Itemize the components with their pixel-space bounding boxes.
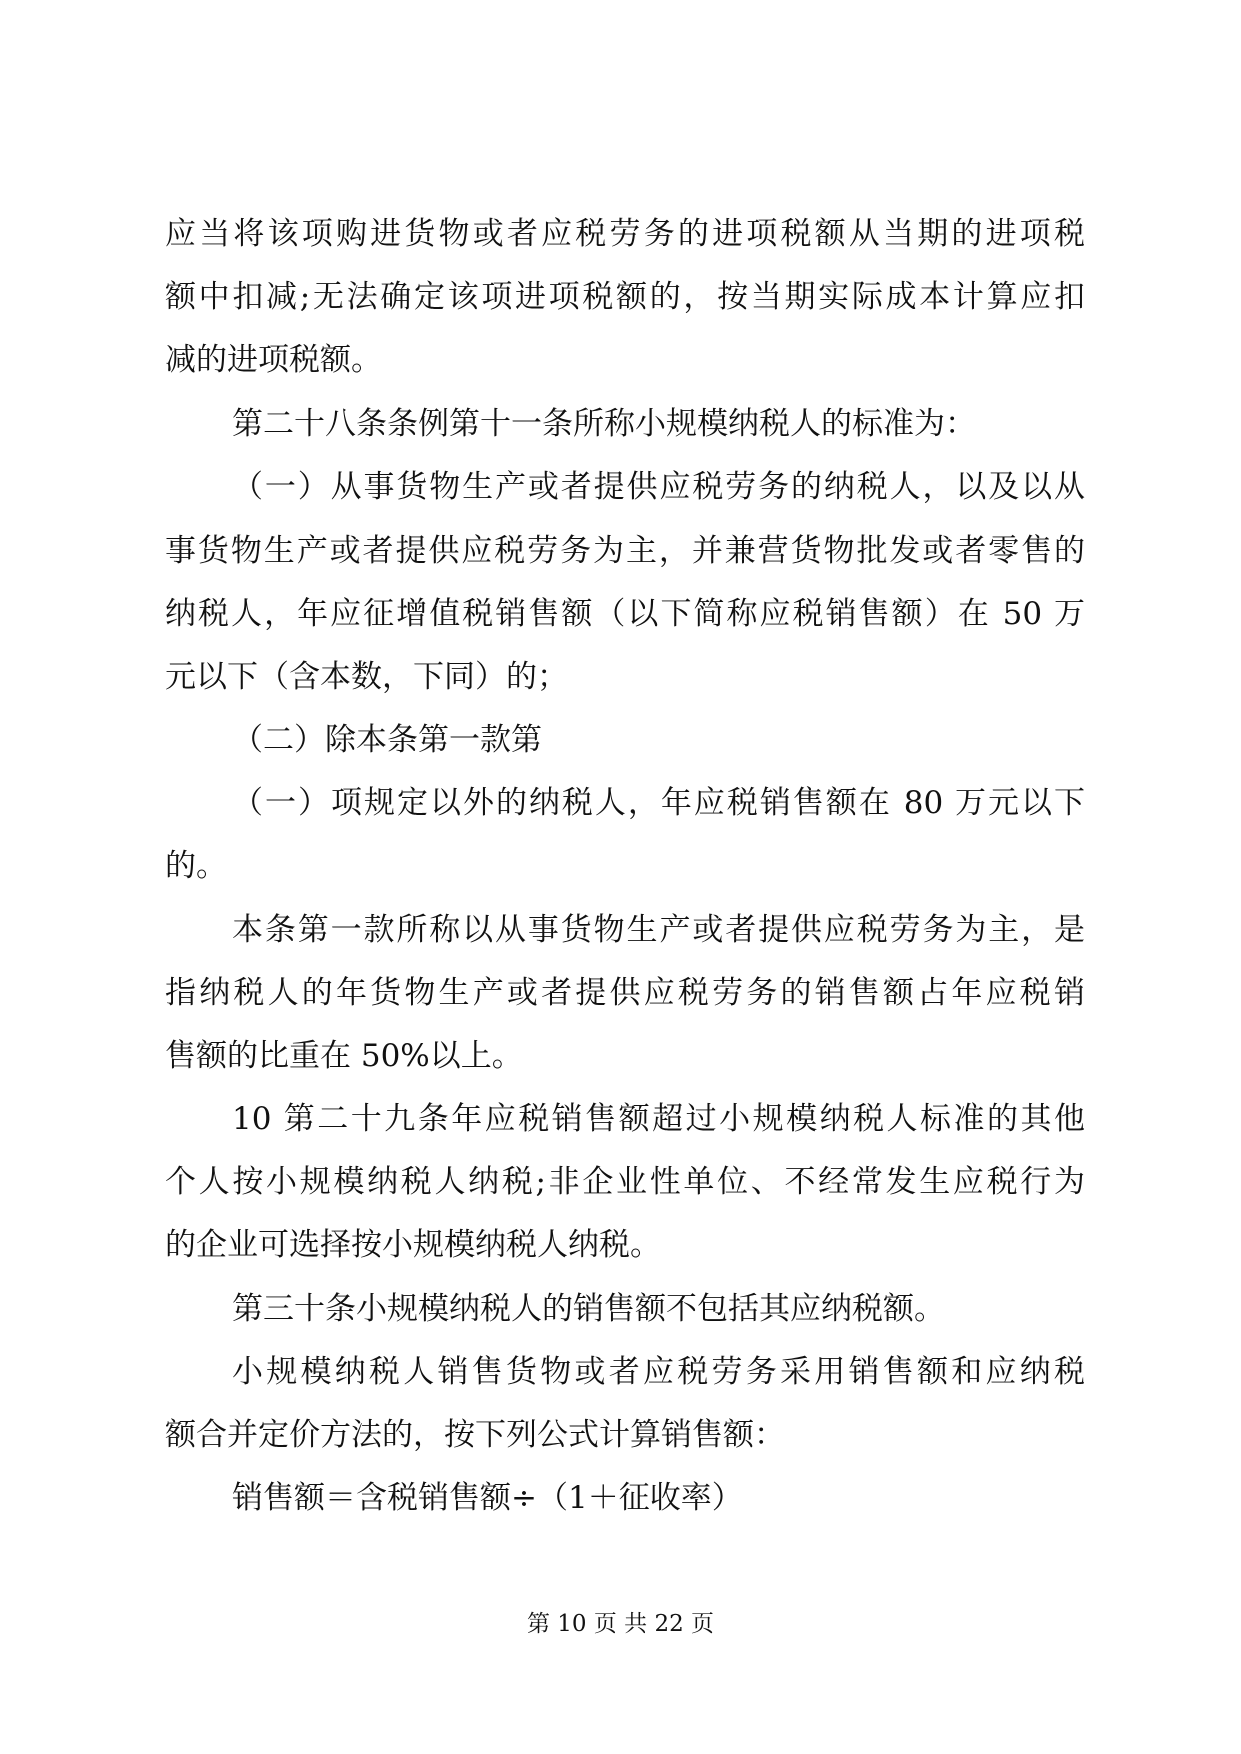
text-line: 的企业可选择按小规模纳税人纳税。 [165,1227,661,1263]
text-line: 个人按小规模纳税人纳税;非企业性单位、不经常发生应税行为 [165,1164,1085,1200]
text-line: 小规模纳税人销售货物或者应税劳务采用销售额和应纳税 [232,1354,1085,1390]
text-line: 应当将该项购进货物或者应税劳务的进项税额从当期的进项税 [165,216,1085,252]
page-number-footer: 第 10 页 共 22 页 [526,1611,715,1637]
text-line: 元以下（含本数，下同）的； [165,659,568,695]
text-line: 10 第二十九条年应税销售额超过小规模纳税人标准的其他 [232,1101,1085,1137]
text-line: 销售额＝含税销售额÷（1＋征收率） [232,1480,743,1516]
text-line: （一）从事货物生产或者提供应税劳务的纳税人，以及以从 [232,469,1085,505]
text-line: 指纳税人的年货物生产或者提供应税劳务的销售额占年应税销 [165,975,1085,1011]
text-line: 售额的比重在 50%以上。 [165,1038,523,1074]
text-line: 的。 [165,848,227,884]
text-line: 事货物生产或者提供应税劳务为主，并兼营货物批发或者零售的 [165,533,1085,569]
text-line: 额中扣减;无法确定该项进项税额的，按当期实际成本计算应扣 [165,279,1085,315]
text-line: 第二十八条条例第十一条所称小规模纳税人的标准为： [232,406,976,442]
text-line: 第三十条小规模纳税人的销售额不包括其应纳税额。 [232,1291,945,1327]
text-line: 本条第一款所称以从事货物生产或者提供应税劳务为主，是 [232,912,1085,948]
text-line: 额合并定价方法的，按下列公式计算销售额： [165,1417,785,1453]
text-line: （一）项规定以外的纳税人，年应税销售额在 80 万元以下 [232,785,1085,821]
text-line: （二）除本条第一款第 [232,722,542,758]
text-line: 纳税人，年应征增值税销售额（以下简称应税销售额）在 50 万 [165,596,1085,632]
text-line: 减的进项税额。 [165,342,382,378]
